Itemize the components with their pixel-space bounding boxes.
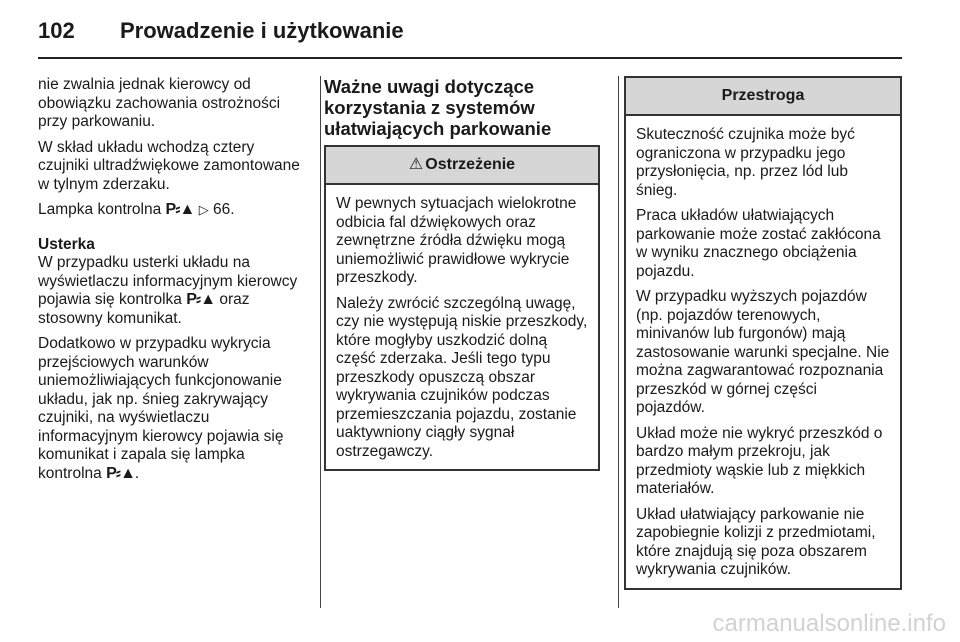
paragraph: Praca układów ułatwiających parkowanie może zostać zakłócona w wyniku znacznego obciążenia pojazdu. [636, 207, 881, 280]
column-1 [38, 76, 308, 490]
page-reference-icon: ▷ [198, 202, 209, 217]
warning-box-title: Ostrzeżenie [425, 156, 516, 173]
paragraph: W skład układu wchodzą cztery czujniki ultradźwiękowe zamontowane w tylnym zderzaku. [38, 138, 300, 193]
caution-box-header [626, 78, 900, 116]
caution-box [624, 76, 902, 590]
park-distance-control-icon: P⸗▲ [165, 201, 195, 218]
column-2 [324, 76, 600, 471]
page-reference: 66. [213, 201, 235, 218]
page-number: 102 [38, 18, 75, 43]
paragraph-fault [38, 254, 308, 328]
warning-icon: ⚠ [408, 156, 424, 173]
paragraph: W przypadku wyższych pojazdów (np. pojazdów terenowych, minivanów lub furgonów) mają zastosowanie warunki specjalne. Nie można zagwarantować rozpoznania przeszkód w górnej części pojazdów. [636, 288, 890, 416]
column-3 [624, 76, 902, 590]
park-distance-control-icon: P⸗▲ [106, 464, 135, 482]
paragraph-text: Lampka kontrolna [38, 201, 162, 218]
warning-box-header [326, 147, 598, 185]
paragraph-text: . [134, 464, 140, 482]
paragraph: W pewnych sytuacjach wielokrotne odbicia fal dźwiękowych oraz zewnętrzne źródła dźwięku mogą uniemożliwić prawidłowe wykrycie przeszkody. [336, 195, 577, 286]
header-rule [38, 57, 902, 59]
page-title: Prowadzenie i użytkowanie [120, 18, 404, 43]
paragraph-text: oraz stosowny komunikat. [38, 291, 250, 327]
paragraph: Skuteczność czujnika może być ograniczona w przypadku jego przysłonięcia, np. przez lód lub śnieg. [636, 126, 855, 199]
column-divider-1 [320, 76, 321, 608]
caution-box-body [626, 116, 900, 588]
paragraph-indicator [38, 201, 308, 220]
paragraph: Układ może nie wykryć przeszkód o bardzo małym przekroju, jak przedmioty wąskie lub z miękkich materiałów. [636, 424, 883, 497]
paragraph-additional [38, 335, 308, 483]
paragraph: nie zwalnia jednak kierowcy od obowiązku zachowania ostrożności przy parkowaniu. [38, 76, 281, 130]
column-divider-2 [618, 76, 619, 608]
page-header [38, 12, 902, 52]
warning-box-body [326, 185, 598, 469]
watermark: carmanualsonline.info [712, 610, 946, 637]
section-title: Ważne uwagi dotyczące korzystania z systemów ułatwiających parkowanie [324, 76, 552, 139]
paragraph: Układ ułatwiający parkowanie nie zapobiegnie kolizji z przedmiotami, które znajdują się poza obszarem wykrywania czujników. [636, 505, 876, 578]
paragraph-text: Dodatkowo w przypadku wykrycia przejściowych warunków uniemożliwiających funkcjonowanie układu, jak np. śnieg zakrywający czujniki, na wyświetlaczu informacyjnym kierowcy pojawia się komunikat i zapala się lampka kontrolna [38, 335, 284, 482]
paragraph: Należy zwrócić szczególną uwagę, czy nie występują niskie przeszkody, które mogłyby uszkodzić dolną część zderzaka. Jeśli tego typu przeszkody opuszczą obszar wykrywania czujników podczas przemieszczania pojazdu, zostanie uaktywniony ciągły sygnał ostrzegawczy. [336, 294, 588, 460]
subheading: Usterka [38, 235, 95, 253]
caution-box-title: Przestroga [721, 87, 805, 104]
warning-box [324, 145, 600, 471]
park-distance-control-icon: P⸗▲ [186, 291, 216, 308]
paragraph-text: W przypadku usterki układu na wyświetlaczu informacyjnym kierowcy pojawia się kontrolka [38, 254, 298, 308]
